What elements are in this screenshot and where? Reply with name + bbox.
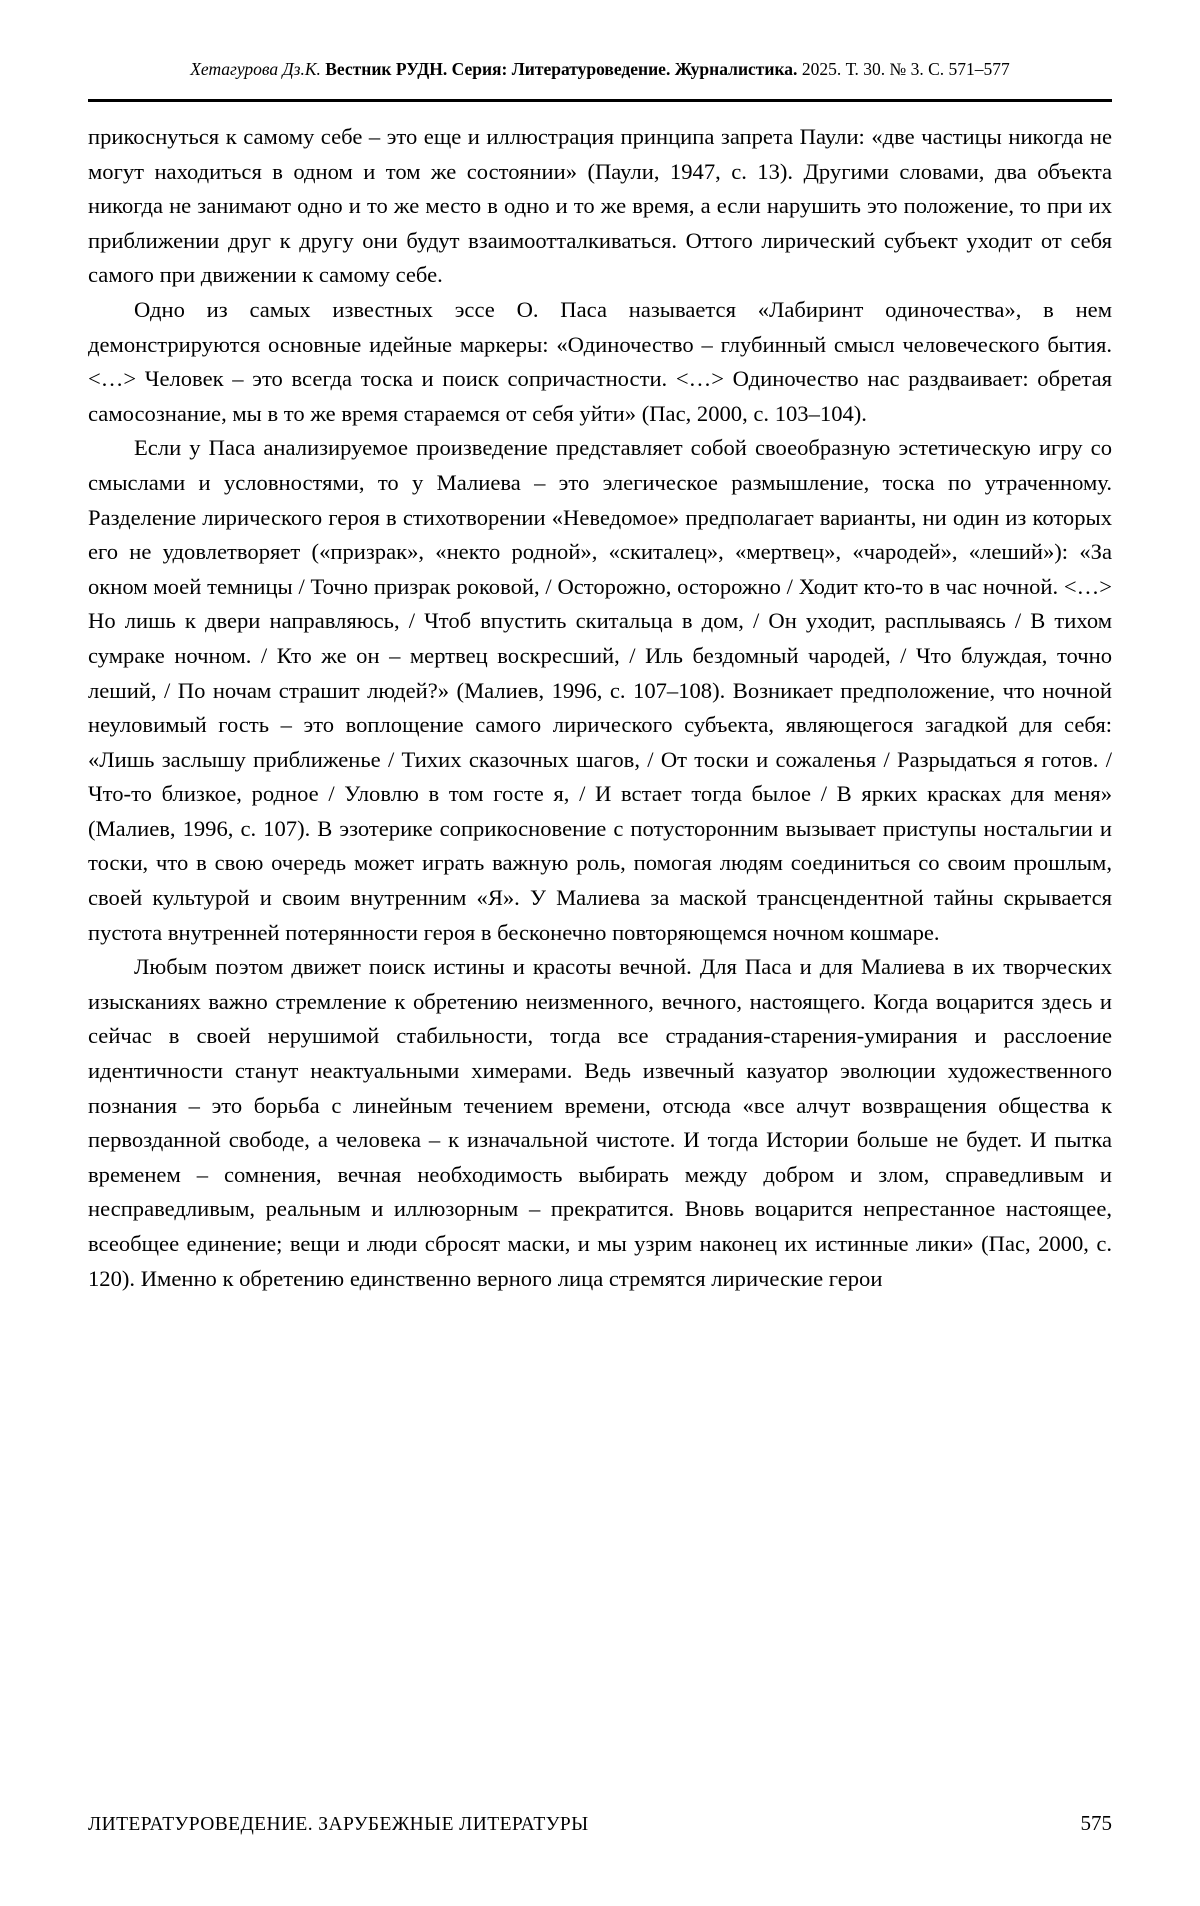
paragraph: Любым поэтом движет поиск истины и красоты вечной. Для Паса и для Малиева в их творческих изысканиях важно стремление к обретению неизменного, вечного, настоящего. Когда воцарится здесь и сейчас в своей нерушимой стабильности, тогда все страдания-старения-умирания и расслоение идентичности станут неактуальными химерами. Ведь извечный казуатор эволюции художественного познания – это борьба с линейным течением времени, отсюда «все алчут возвращения общества к первозданной свободе, а человека – к изначальной чистоте. И тогда Истории больше не будет. И пытка временем – сомнения, вечная необходимость выбирать между добром и злом, справедливым и несправедливым, реальным и иллюзорным – прекратится. Вновь воцарится непрестанное настоящее, всеобщее единение; вещи и люди сбросят маски, и мы узрим наконец их истинные лики» (Пас, 2000, с. 120). Именно к обретению единственно верного лица стремятся лирические герои (88, 954, 1112, 1291)
running-head-journal: Вестник РУДН. Серия: Литературоведение. Журналистика. (325, 59, 798, 79)
paragraph: Одно из самых известных эссе О. Паса называется «Лабиринт одиночества», в нем демонстрируются основные идейные маркеры: «Одиночество – глубинный смысл человеческого бытия. <…> Человек – это всегда тоска и поиск сопричастности. <…> Одиночество нас раздваивает: обретая самосознание, мы в то же время стараемся от себя уйти» (Пас, 2000, с. 103–104). (88, 296, 1112, 426)
running-head (148, 58, 1052, 80)
page-footer (88, 1811, 1112, 1836)
header-divider (88, 99, 1112, 102)
paragraph-continuation: прикоснуться к самому себе – это еще и иллюстрация принципа запрета Паули: «две частицы никогда не могут находиться в одном и том же состоянии» (Паули, 1947, с. 13). Другими словами, два объекта никогда не занимают одно и то же место в одно и то же время, а если нарушить это положение, то при их приближении друг к другу они будут взаимоотталкиваться. Оттого лирический субъект уходит от себя самого при движении к самому себе. (88, 124, 1112, 288)
article-body (88, 120, 1112, 1296)
paragraph: Если у Паса анализируемое произведение представляет собой своеобразную эстетическую игру со смыслами и условностями, то у Малиева – это элегическое размышление, тоска по утраченному. Разделение лирического героя в стихотворении «Неведомое» предполагает варианты, ни один из которых его не удовлетворяет («призрак», «некто родной», «скиталец», «мертвец», «чародей», «леший»): «За окном моей темницы / Точно призрак роковой, / Осторожно, осторожно / Ходит кто-то в час ночной. <…> Но лишь к двери направляюсь, / Чтоб впустить скитальца в дом, / Он уходит, расплываясь / В тихом сумраке ночном. / Кто же он – мертвец воскресший, / Иль бездомный чародей, / Что блуждая, точно леший, / По ночам страшит людей?» (Малиев, 1996, с. 107–108). Возникает предположение, что ночной неуловимый гость – это воплощение самого лирического субъекта, являющегося загадкой для себя: «Лишь заслышу приближенье / Тихих сказочных шагов, / От тоски и сожаленья / Разрыдаться я готов. / Что-то близкое, родное / Уловлю в том госте я, / И встает тогда былое / В ярких красках для меня» (Малиев, 1996, с. 107). В эзотерике соприкосновение с потусторонним вызывает приступы ностальгии и тоски, что в свою очередь может играть важную роль, помогая людям соединиться со своим прошлым, своей культурой и своим внутренним «Я». У Малиева за маской трансцендентной тайны скрывается пустота внутренней потерянности героя в бесконечно повторяющемся ночном кошмаре. (88, 435, 1112, 945)
running-head-author: Хетагурова Дз.К. (190, 59, 321, 79)
running-head-citation: 2025. Т. 30. № 3. С. 571–577 (801, 59, 1010, 79)
footer-page-number: 575 (1080, 1811, 1112, 1835)
footer-section-title: ЛИТЕРАТУРОВЕДЕНИЕ. ЗАРУБЕЖНЫЕ ЛИТЕРАТУРЫ (88, 1814, 589, 1835)
